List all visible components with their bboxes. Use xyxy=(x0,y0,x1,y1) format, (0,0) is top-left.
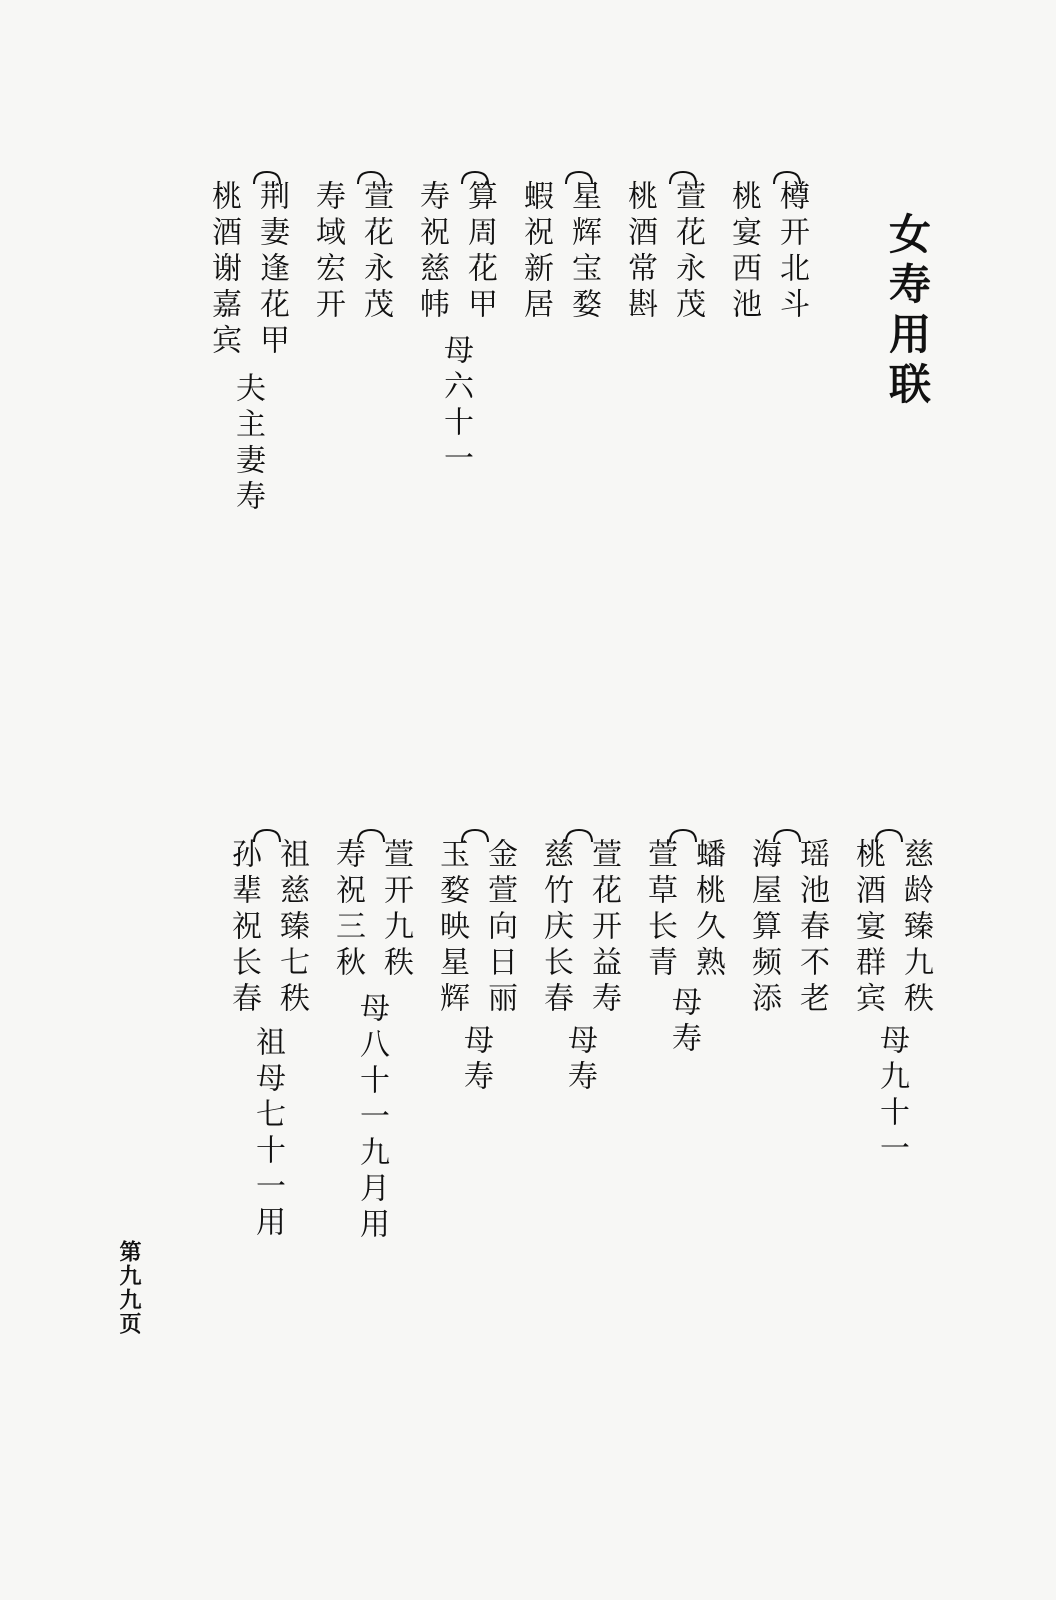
lower-pair-6-second: 寿祝三秋 xyxy=(330,838,365,982)
lower-pair-1-second: 桃酒宴群宾 xyxy=(850,838,885,1018)
upper-pair-1-first: 樽开北斗 xyxy=(774,180,809,324)
upper-pair-5-second: 寿域宏开 xyxy=(310,180,345,324)
page-number: 第九九页 xyxy=(116,1240,142,1336)
upper-pair-4-second: 寿祝慈帏 xyxy=(414,180,449,324)
upper-pair-6-note: 夫主妻寿 xyxy=(230,372,265,516)
lower-pair-6-first: 萱开九秩 xyxy=(378,838,413,982)
lower-pair-4-note: 母寿 xyxy=(562,1024,597,1096)
upper-pair-4-note: 母六十一 xyxy=(438,334,473,478)
lower-pair-5-first: 金萱向日丽 xyxy=(482,838,517,1018)
upper-pair-2-second: 桃酒常斟 xyxy=(622,180,657,324)
upper-pair-4-first: 算周花甲 xyxy=(462,180,497,324)
lower-pair-4-second: 慈竹庆长春 xyxy=(538,838,573,1018)
lower-pair-5-second: 玉婺映星辉 xyxy=(434,838,469,1018)
lower-pair-7-note: 祖母七十一用 xyxy=(250,1026,285,1242)
upper-pair-1-second: 桃宴西池 xyxy=(726,180,761,324)
lower-pair-6-note: 母八十一九月用 xyxy=(354,992,389,1244)
lower-pair-1-first: 慈龄臻九秩 xyxy=(898,838,933,1018)
lower-pair-3-first: 蟠桃久熟 xyxy=(690,838,725,982)
lower-pair-1-note: 母九十一 xyxy=(874,1024,909,1168)
lower-pair-4-first: 萱花开益寿 xyxy=(586,838,621,1018)
page-title: 女寿用联 xyxy=(883,212,932,412)
lower-pair-5-note: 母寿 xyxy=(458,1024,493,1096)
lower-pair-3-second: 萱草长青 xyxy=(642,838,677,982)
upper-pair-2-first: 萱花永茂 xyxy=(670,180,705,324)
lower-pair-3-note: 母寿 xyxy=(666,986,701,1058)
upper-pair-3-first: 星辉宝婺 xyxy=(566,180,601,324)
lower-pair-7-second: 孙辈祝长春 xyxy=(226,838,261,1018)
upper-pair-3-second: 蝦祝新居 xyxy=(518,180,553,324)
lower-pair-2-second: 海屋算频添 xyxy=(746,838,781,1018)
upper-pair-5-first: 萱花永茂 xyxy=(358,180,393,324)
upper-pair-6-first: 荆妻逢花甲 xyxy=(254,180,289,360)
lower-pair-2-first: 瑶池春不老 xyxy=(794,838,829,1018)
upper-pair-6-second: 桃酒谢嘉宾 xyxy=(206,180,241,360)
lower-pair-7-first: 祖慈臻七秩 xyxy=(274,838,309,1018)
